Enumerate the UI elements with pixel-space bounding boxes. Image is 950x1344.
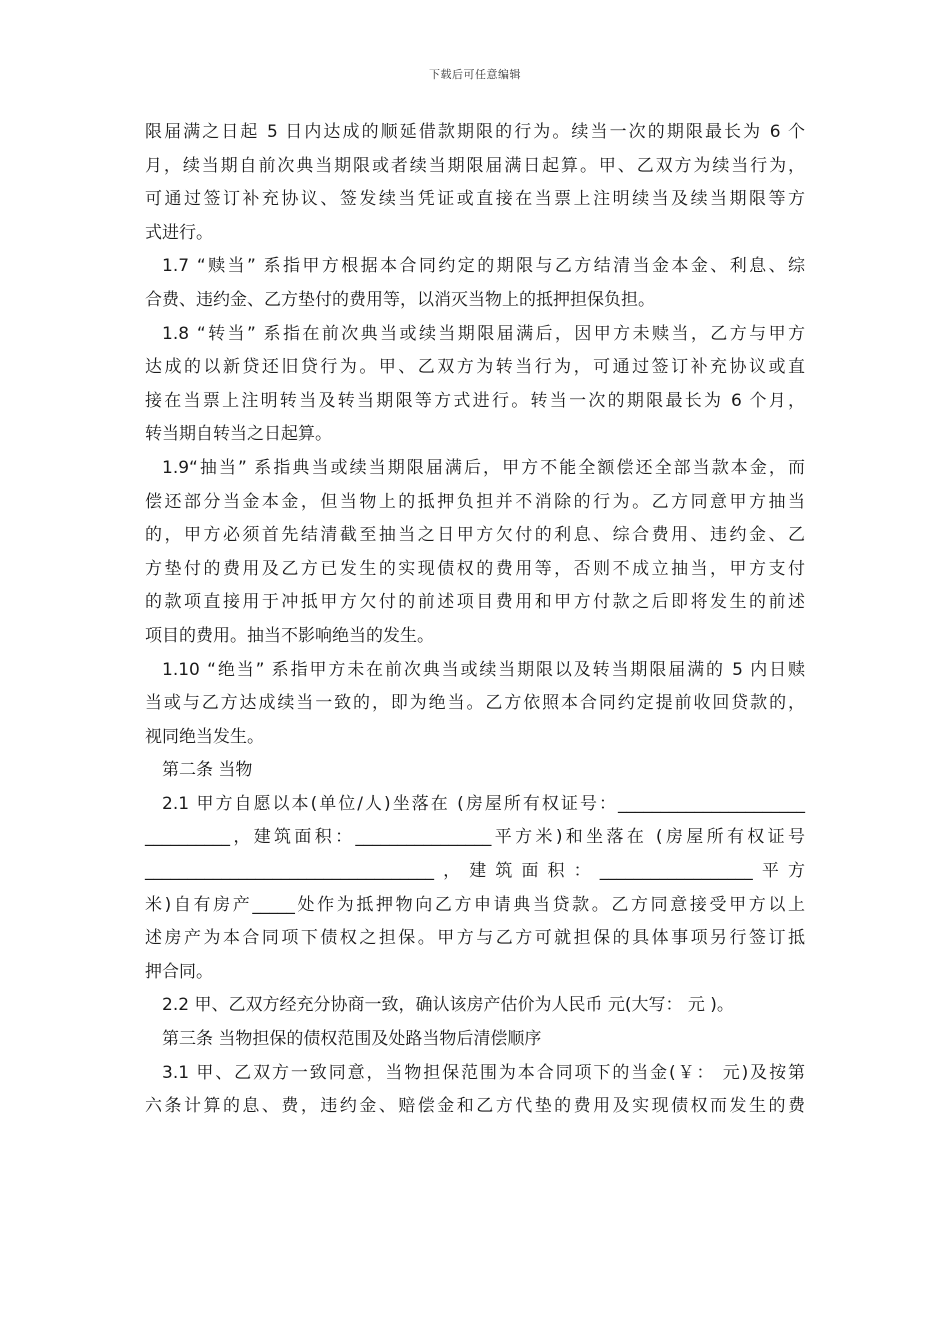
text-line: 的款项直接用于冲抵甲方欠付的前述项目费用和甲方付款之后即将发生的前述	[145, 592, 805, 613]
text-line: 述房产为本合同项下债权之担保。甲方与乙方可就担保的具体事项另行签订抵	[145, 928, 805, 949]
text-line: 第三条 当物担保的债权范围及处路当物后清偿顺序	[162, 1029, 542, 1050]
paragraph-2-1	[145, 788, 805, 990]
text-line: 达成的以新贷还旧贷行为。甲、乙双方为转当行为，可通过签订补充协议或直	[145, 357, 805, 378]
text-line: 限届满之日起 5 日内达成的顺延借款期限的行为。续当一次的期限最长为 6 个	[145, 122, 805, 142]
text-line: 1.9“抽当” 系指典当或续当期限届满后，甲方不能全额偿还全部当款本金，而	[162, 457, 805, 478]
text-line: 合费、违约金、乙方垫付的费用等，以消灭当物上的抵押担保负担。	[145, 289, 655, 310]
text-line: 2.2 甲、乙双方经充分协商一致，确认该房产估价为人民币 元(大写： 元 )。	[162, 995, 734, 1016]
paragraph-1-9	[145, 452, 805, 654]
text-line: 式进行。	[145, 222, 213, 243]
text-line: 接在当票上注明转当及转当期限等方式进行。转当一次的期限最长为 6 个月，	[145, 390, 805, 411]
page-header-note: 下载后可任意编辑	[429, 68, 521, 81]
paragraph-1-10	[145, 654, 805, 755]
text-line: 偿还部分当金本金，但当物上的抵押负担并不消除的行为。乙方同意甲方抽当	[145, 491, 805, 512]
document-body	[145, 116, 805, 1124]
text-line: 方垫付的费用及乙方已发生的实现债权的费用等，否则不成立抽当，甲方支付	[145, 558, 805, 579]
text-line: __________________________________，建筑面积：__________________平方	[145, 861, 805, 882]
text-line: 视同绝当发生。	[145, 726, 264, 747]
text-line: 2.1 甲方自愿以本(单位/人)坐落在 (房屋所有权证号：______________________	[162, 793, 805, 814]
text-line: 1.7 “赎当” 系指甲方根据本合同约定的期限与乙方结清当金本金、利息、综	[162, 256, 805, 277]
paragraph-1-8	[145, 318, 805, 452]
text-line: 押合同。	[145, 961, 213, 982]
text-line: 1.8 “转当” 系指在前次典当或续当期限届满后，因甲方未赎当，乙方与甲方	[162, 323, 805, 344]
text-line: 月，续当期自前次典当期限或者续当期限届满日起算。甲、乙双方为续当行为，	[145, 155, 805, 176]
text-line: __________，建筑面积：________________平方米)和坐落在 (房屋所有权证号	[145, 827, 805, 848]
paragraph-3-1	[145, 1057, 805, 1124]
text-line: 可通过签订补充协议、签发续当凭证或直接在当票上注明续当及续当期限等方	[145, 189, 805, 210]
text-line: 转当期自转当之日起算。	[145, 424, 332, 445]
text-line: 1.10 “绝当” 系指甲方未在前次典当或续当期限以及转当期限届满的 5 内日赎	[162, 659, 805, 680]
article-2-heading	[145, 754, 805, 788]
text-line: 项目的费用。抽当不影响绝当的发生。	[145, 625, 434, 646]
paragraph-continuation	[145, 116, 805, 250]
text-line: 第二条 当物	[162, 760, 253, 781]
text-line: 六条计算的息、费，违约金、赔偿金和乙方代垫的费用及实现债权而发生的费	[145, 1096, 805, 1117]
article-3-heading	[145, 1023, 805, 1057]
text-line: 3.1 甲、乙双方一致同意，当物担保范围为本合同项下的当金(￥： 元)及按第	[162, 1062, 805, 1083]
text-line: 米)自有房产_____处作为抵押物向乙方申请典当贷款。乙方同意接受甲方以上	[145, 894, 805, 915]
paragraph-2-2	[145, 989, 805, 1023]
text-line: 当或与乙方达成续当一致的，即为绝当。乙方依照本合同约定提前收回贷款的，	[145, 693, 805, 714]
paragraph-1-7	[145, 250, 805, 317]
text-line: 的，甲方必须首先结清截至抽当之日甲方欠付的利息、综合费用、违约金、乙	[145, 525, 805, 546]
